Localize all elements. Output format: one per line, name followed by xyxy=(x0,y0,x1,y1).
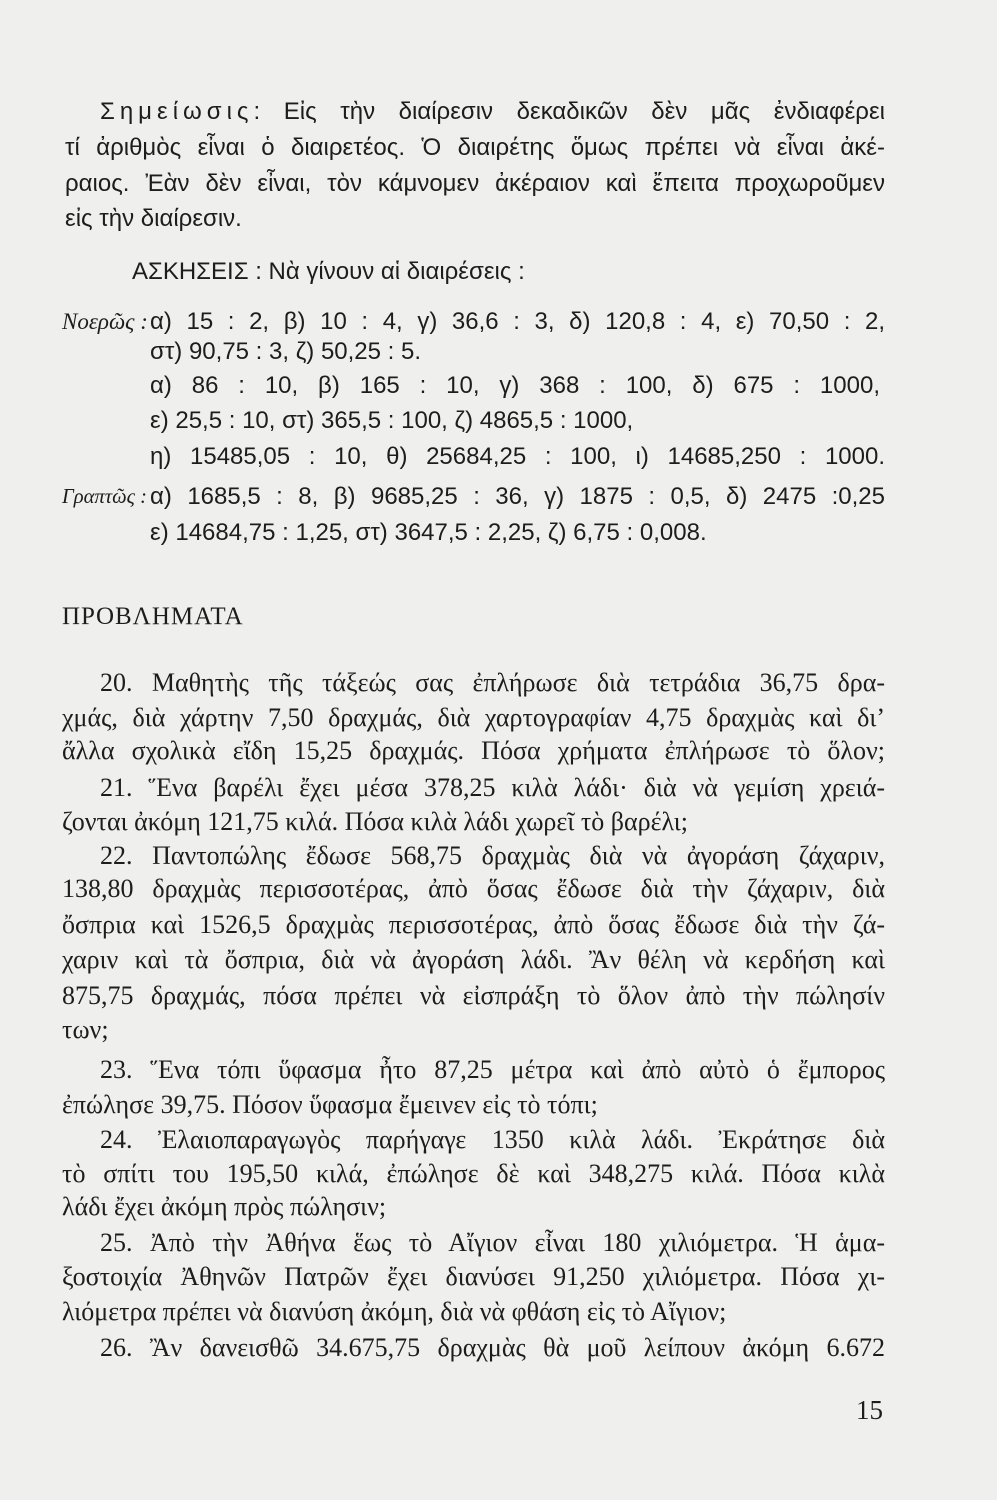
problem-line: ὄσπρια καὶ 1526,5 δραχμὰς περισσοτέρας, ἀπὸ ὅσας ἔδωσε διὰ τὴν ζά- xyxy=(62,910,885,939)
exercise-line: ε) 25,5 : 10, στ) 365,5 : 100, ζ) 4865,5 : 1000, xyxy=(150,407,634,434)
problem-number: 24. xyxy=(100,1125,133,1154)
note-text: : Εἰς τὴν διαίρεσιν δεκαδικῶν δὲν μᾶς ἐνδιαφέρει xyxy=(253,98,885,125)
exercise-line: α) 15 : 2, β) 10 : 4, γ) 36,6 : 3, δ) 120,8 : 4, ε) 70,50 : 2, xyxy=(150,308,885,335)
problem-line: χμάς, διὰ χάρτην 7,50 δραχμάς, διὰ χαρτογραφίαν 4,75 δραχμὰς καὶ δι’ xyxy=(62,703,885,732)
problem-text: Ἐλαιοπαραγωγὸς παρήγαγε 1350 κιλὰ λάδι. Ἐκράτησε διὰ xyxy=(157,1125,885,1154)
exercise-line: α) 1685,5 : 8, β) 9685,25 : 36, γ) 1875 : 0,5, δ) 2475 :0,25 xyxy=(150,483,885,510)
problem-line: τὸ σπίτι του 195,50 κιλά, ἐπώλησε δὲ καὶ 348,275 κιλά. Πόσα κιλὰ xyxy=(62,1159,885,1188)
problem-line: ζονται ἀκόμη 121,75 κιλά. Πόσα κιλὰ λάδι χωρεῖ τὸ βαρέλι; xyxy=(62,807,689,836)
problem-line: ἐπώλησε 39,75. Πόσον ὕφασμα ἔμεινεν εἰς τὸ τόπι; xyxy=(62,1090,598,1119)
problem-number: 21. xyxy=(100,773,133,802)
problem-line: ἄλλα σχολικὰ εἴδη 15,25 δραχμάς. Πόσα χρήματα ἐπλήρωσε τὸ ὅλον; xyxy=(62,736,885,765)
note-label: Σημείωσις xyxy=(100,98,254,125)
problem-line xyxy=(100,1123,885,1157)
note-line: ραιος. Ἐὰν δὲν εἶναι, τὸν κάμνομεν ἀκέραιον καὶ ἔπειτα προχωροῦμεν xyxy=(65,170,885,197)
problem-number: 22. xyxy=(100,841,133,870)
problem-line: 138,80 δραχμὰς περισσοτέρας, ἀπὸ ὅσας ἔδωσε διὰ τὴν ζάχαριν, διὰ xyxy=(62,874,885,903)
problem-text: Μαθητὴς τῆς τάξεώς σας ἐπλήρωσε διὰ τετράδια 36,75 δρα- xyxy=(151,668,886,697)
problem-line: 875,75 δραχμάς, πόσα πρέπει νὰ εἰσπράξη τὸ ὅλον ἀπὸ τὴν πώλησίν xyxy=(62,981,885,1010)
problem-line xyxy=(100,1226,885,1260)
exercises-heading: ΑΣΚΗΣΕΙΣ : Νὰ γίνουν αἱ διαιρέσεις : xyxy=(132,258,525,285)
problem-line: λάδι ἔχει ἀκόμη πρὸς πώλησιν; xyxy=(62,1192,387,1221)
exercise-line: ε) 14684,75 : 1,25, στ) 3647,5 : 2,25, ζ) 6,75 : 0,008. xyxy=(150,519,707,546)
problem-number: 26. xyxy=(100,1333,133,1362)
problems-heading: ΠΡΟΒΛΗΜΑΤΑ xyxy=(62,603,244,630)
note-line: τί ἀριθμὸς εἶναι ὁ διαιρετέος. Ὁ διαιρέτης ὅμως πρέπει νὰ εἶναι ἀκέ- xyxy=(65,134,885,161)
note-line: εἰς τὴν διαίρεσιν. xyxy=(65,205,242,232)
exercise-line: η) 15485,05 : 10, θ) 25684,25 : 100, ι) 14685,250 : 1000. xyxy=(150,443,885,470)
problem-text: Ἀπὸ τὴν Ἀθήνα ἕως τὸ Αἴγιον εἶναι 180 χιλιόμετρα. Ἡ ἁμα- xyxy=(149,1228,885,1257)
problem-line xyxy=(100,666,885,700)
problem-line xyxy=(100,771,885,805)
problem-line xyxy=(100,1053,885,1087)
problem-line xyxy=(100,1331,885,1365)
mental-label: Νοερῶς : xyxy=(62,309,148,334)
problem-line: λιόμετρα πρέπει νὰ διανύση ἀκόμη, διὰ νὰ φθάση εἰς τὸ Αἴγιον; xyxy=(62,1297,727,1326)
problem-line xyxy=(100,839,885,873)
problem-number: 20. xyxy=(100,668,133,697)
exercise-line: στ) 90,75 : 3, ζ) 50,25 : 5. xyxy=(150,338,422,365)
written-label: Γραπτῶς : xyxy=(62,486,147,508)
problem-text: Παντοπώλης ἔδωσε 568,75 δραχμὰς διὰ νὰ ἀγοράση ζάχαριν, xyxy=(152,841,886,870)
note-line xyxy=(100,95,885,129)
page-number: 15 xyxy=(856,1395,883,1425)
problem-number: 23. xyxy=(100,1055,133,1084)
problem-text: Ἕνα τόπι ὕφασμα ἦτο 87,25 μέτρα καὶ ἀπὸ αὐτὸ ὁ ἔμπορος xyxy=(150,1055,885,1084)
problem-number: 25. xyxy=(100,1228,133,1257)
problem-text: Ἕνα βαρέλι ἔχει μέσα 378,25 κιλὰ λάδι· διὰ νὰ γεμίση χρειά- xyxy=(148,773,885,802)
problem-line: χαριν καὶ τὰ ὄσπρια, διὰ νὰ ἀγοράση λάδι. Ἂν θέλη νὰ κερδήση καὶ xyxy=(62,945,885,974)
problem-line: των; xyxy=(62,1015,109,1044)
exercise-line: α) 86 : 10, β) 165 : 10, γ) 368 : 100, δ) 675 : 1000, xyxy=(150,372,880,399)
problem-text: Ἂν δανεισθῶ 34.675,75 δραχμὰς θὰ μοῦ λείπουν ἀκόμη 6.672 xyxy=(149,1333,886,1362)
problem-line: ξοστοιχία Ἀθηνῶν Πατρῶν ἔχει διανύσει 91,250 χιλιόμετρα. Πόσα χι- xyxy=(62,1262,885,1291)
